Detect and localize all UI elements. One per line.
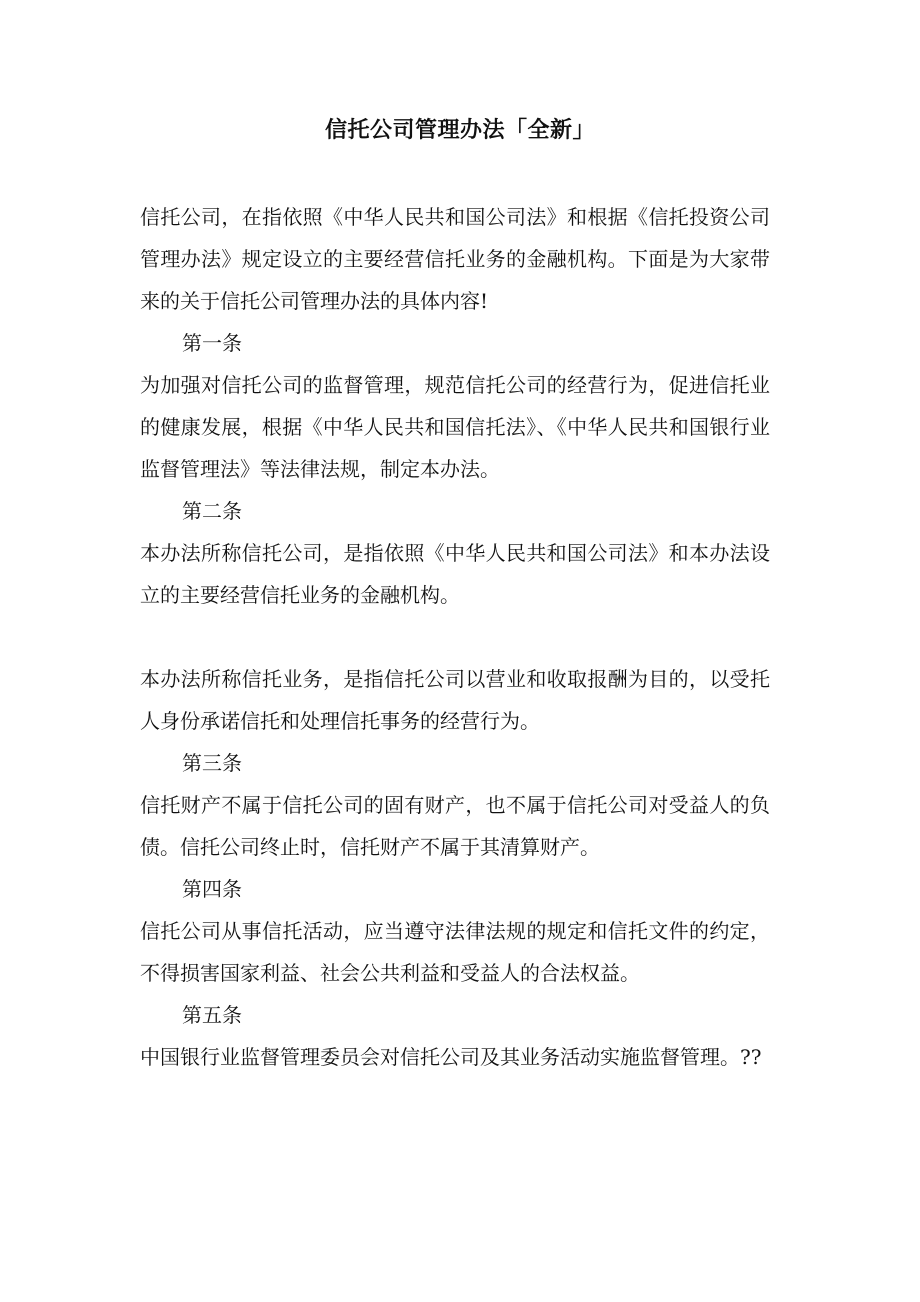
article-3-heading: 第三条 <box>182 751 242 775</box>
intro-paragraph: 信托公司，在指依照《中华人民共和国公司法》和根据《信托投资公司管理办法》规定设立的主要经营信托业务的金融机构。下面是为大家带来的关于信托公司管理办法的具体内容! <box>140 205 770 313</box>
article-1-heading: 第一条 <box>182 331 242 355</box>
article-1-paragraph-1: 为加强对信托公司的监督管理，规范信托公司的经营行为，促进信托业的健康发展，根据《中华人民共和国信托法》、《中华人民共和国银行业监督管理法》等法律法规，制定本办法。 <box>140 373 770 481</box>
paragraph-spacer <box>140 616 770 658</box>
document-title: 信托公司管理办法「全新」 <box>324 117 595 143</box>
article-5-heading: 第五条 <box>182 1003 242 1027</box>
article-4-paragraph-1: 信托公司从事信托活动，应当遵守法律法规的规定和信托文件的约定，不得损害国家利益、社会公共利益和受益人的合法权益。 <box>140 919 770 985</box>
article-3-paragraph-1: 信托财产不属于信托公司的固有财产，也不属于信托公司对受益人的负债。信托公司终止时，信托财产不属于其清算财产。 <box>140 793 770 859</box>
article-5-paragraph-1: 中国银行业监督管理委员会对信托公司及其业务活动实施监督管理。?? <box>140 1045 762 1069</box>
article-2-paragraph-2: 本办法所称信托业务，是指信托公司以营业和收取报酬为目的，以受托人身份承诺信托和处理信托事务的经营行为。 <box>140 667 770 733</box>
article-4-heading: 第四条 <box>182 877 242 901</box>
article-2-heading: 第二条 <box>182 499 242 523</box>
article-2-paragraph-1: 本办法所称信托公司，是指依照《中华人民共和国公司法》和本办法设立的主要经营信托业务的金融机构。 <box>140 541 770 607</box>
document-body <box>140 196 770 1078</box>
